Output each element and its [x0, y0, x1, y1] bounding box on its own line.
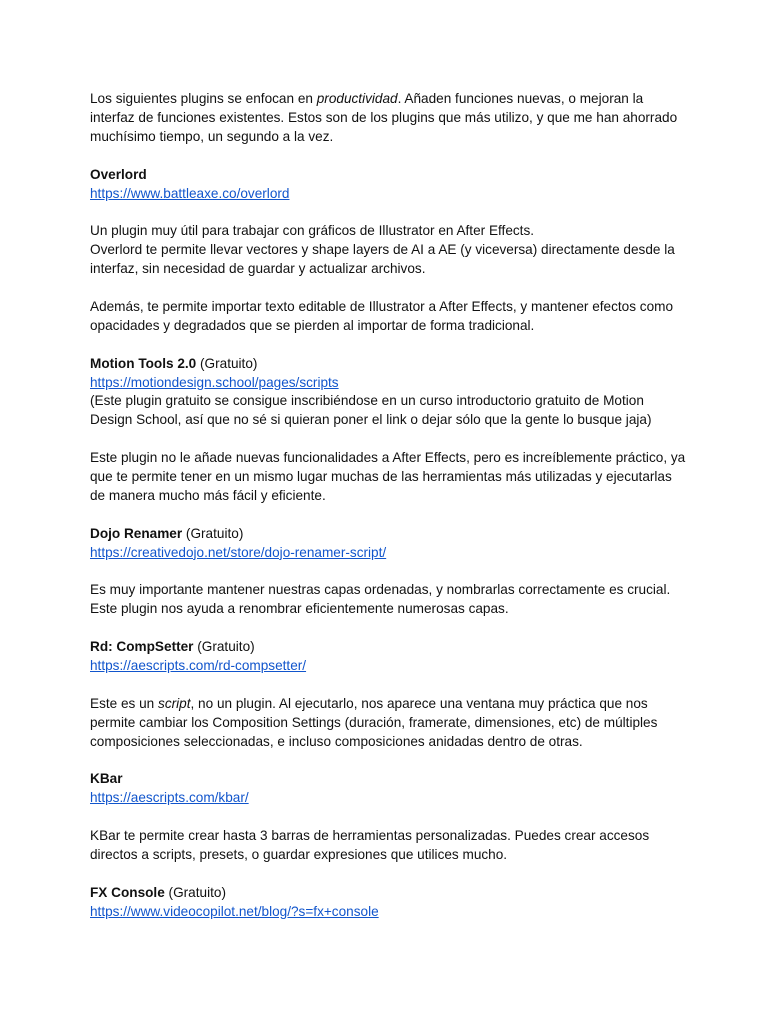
overlord-title: Overlord: [90, 166, 147, 182]
kbar-link[interactable]: https://aescripts.com/kbar/: [90, 790, 249, 806]
compsetter-desc: [90, 695, 688, 752]
compsetter-desc-emphasis: script: [158, 695, 191, 711]
overlord-desc-2: Overlord te permite llevar vectores y shape layers de AI a AE (y viceversa) directamente desde la interfaz, sin necesidad de guardar y actualizar archivos.: [90, 242, 675, 277]
intro-text-2: . Añaden funciones nuevas, o mejoran la interfaz de funciones existentes. Estos son de los plugins que más utilizo, y que me han ahorrado muchísimo tiempo, un segundo a la vez.: [90, 91, 678, 144]
compsetter-desc-2: , no un plugin. Al ejecutarlo, nos aparece una ventana muy práctica que nos permite cambiar los Composition Settings (duración, framerate, dimensiones, etc) de múltiples composiciones seleccionadas, e incluso composiciones anidadas dentro de otras.: [90, 695, 658, 749]
motion-tools-note: (Este plugin gratuito se consigue inscribiéndose en un curso introductorio gratuito de Motion Design School, así que no sé si quieran poner el link o dejar sólo que la gente lo busque jaja): [90, 393, 652, 428]
overlord-desc-3: Además, te permite importar texto editable de Illustrator a After Effects, y mantener efectos como opacidades y degradados que se pierden al importar de forma tradicional.: [90, 298, 674, 333]
fxconsole-heading: [90, 884, 688, 903]
intro-emphasis: productividad: [316, 91, 398, 106]
kbar-title: KBar: [90, 771, 123, 787]
motion-tools-desc: Este plugin no le añade nuevas funcionalidades a After Effects, pero es increíblemente práctico, ya que te permite tener en un mismo lugar muchas de las herramientas más utilizadas y ejecutarlas de manera mucho más fácil y eficiente.: [90, 450, 686, 503]
dojo-link[interactable]: https://creativedojo.net/store/dojo-renamer-script/: [90, 544, 387, 560]
dojo-tag: (Gratuito): [182, 525, 244, 541]
compsetter-title: Rd: CompSetter: [90, 639, 194, 655]
intro-paragraph: [90, 90, 688, 147]
compsetter-link[interactable]: https://aescripts.com/rd-compsetter/: [90, 658, 307, 674]
motion-tools-link[interactable]: https://motiondesign.school/pages/scripts: [90, 374, 339, 390]
dojo-desc: Es muy importante mantener nuestras capas ordenadas, y nombrarlas correctamente es crucial. Este plugin nos ayuda a renombrar eficientemente numerosas capas.: [90, 582, 671, 617]
dojo-heading: [90, 525, 688, 544]
fxconsole-link[interactable]: https://www.videocopilot.net/blog/?s=fx+console: [90, 903, 379, 919]
compsetter-desc-1: Este es un: [90, 695, 159, 711]
overlord-link[interactable]: https://www.battleaxe.co/overlord: [90, 185, 290, 201]
motion-tools-heading: [90, 355, 688, 374]
motion-tools-tag: (Gratuito): [196, 355, 258, 371]
dojo-title: Dojo Renamer: [90, 525, 183, 541]
overlord-desc-1: Un plugin muy útil para trabajar con gráficos de Illustrator en After Effects.: [90, 223, 535, 239]
compsetter-tag: (Gratuito): [193, 639, 255, 655]
fxconsole-tag: (Gratuito): [164, 884, 226, 900]
compsetter-heading: [90, 638, 688, 657]
intro-text-1: Los siguientes plugins se enfocan en: [90, 91, 317, 106]
kbar-desc: KBar te permite crear hasta 3 barras de herramientas personalizadas. Puedes crear accesos directos a scripts, presets, o guardar expresiones que utilices mucho.: [90, 828, 650, 863]
motion-tools-title: Motion Tools 2.0: [90, 355, 197, 371]
fxconsole-title: FX Console: [90, 884, 165, 900]
